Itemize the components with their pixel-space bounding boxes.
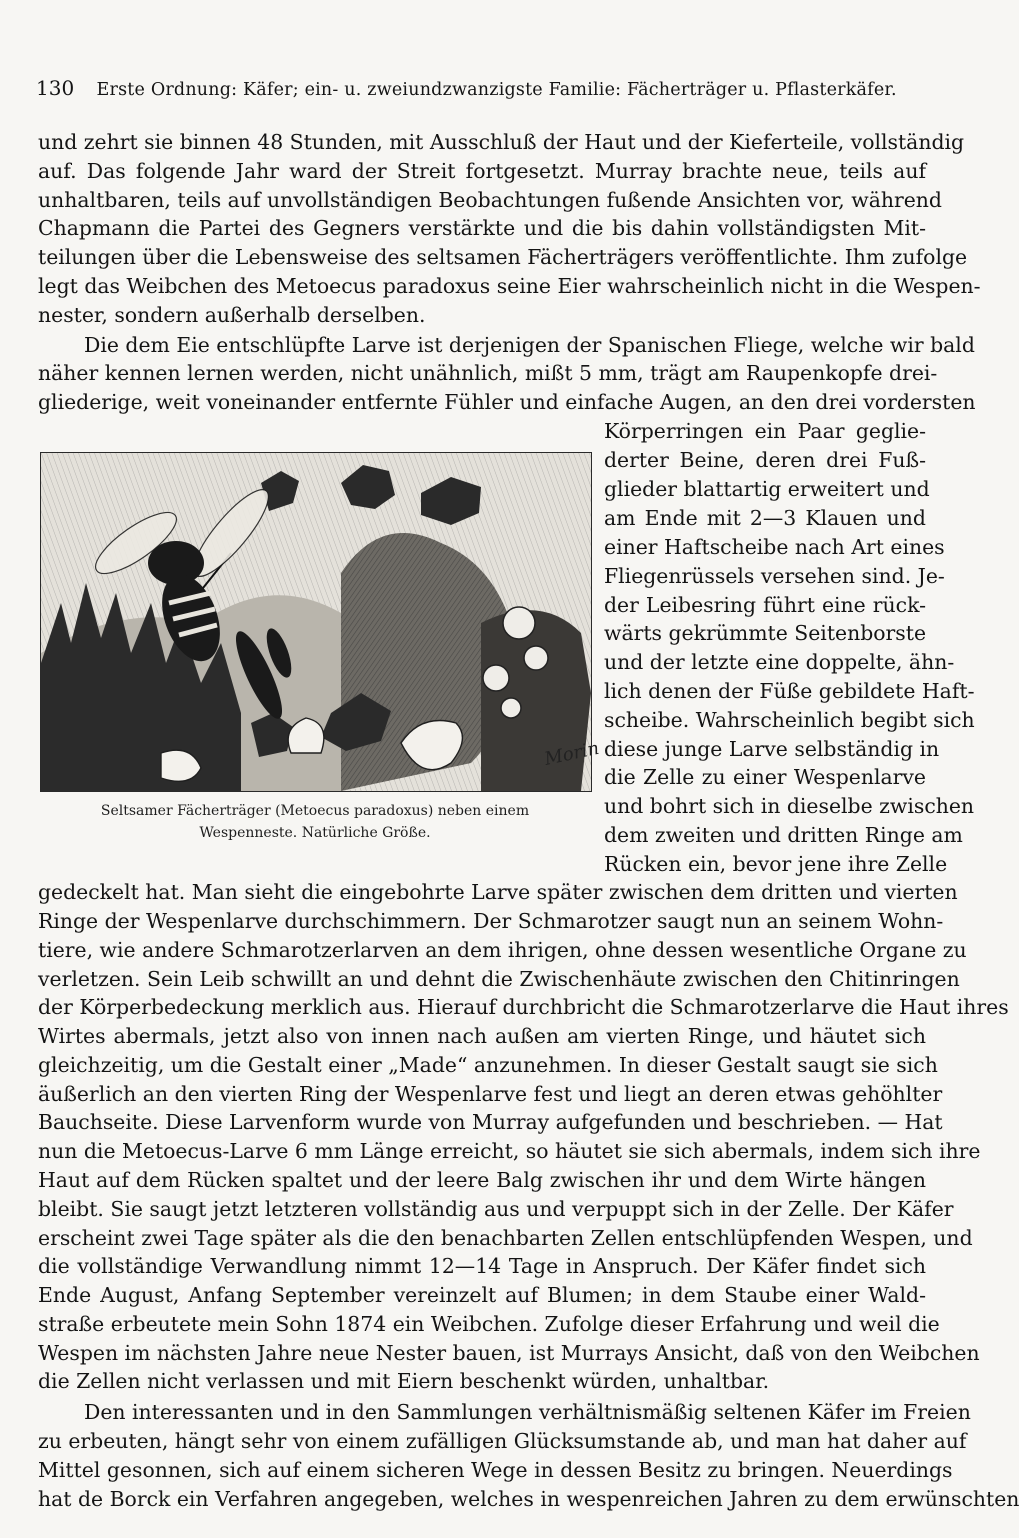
running-head [36,74,920,104]
engraver-signature: Morin [542,737,602,770]
text-line: tiere, wie andere Schmarotzerlarven an dem ihrigen, ohne dessen wesentliche Organe zu [38,938,967,962]
page-number: 130 [36,76,75,100]
text-line: nester, sondern außerhalb derselben. [38,303,426,327]
text-line: bleibt. Sie saugt jetzt letzteren vollständig aus und verpuppt sich in der Zelle. Der Käfer [38,1197,954,1221]
caption-line: Seltsamer Fächerträger (Metoecus paradoxus) neben einem [100,803,530,819]
wasp-nest-illustration [41,453,602,791]
text-line: Chapmann die Partei des Gegners verstärkte und die bis dahin vollständigsten Mit- [38,216,926,240]
text-line: hat de Borck ein Verfahren angegeben, welches in wespenreichen Jahren zu dem erwünschten [38,1487,1019,1511]
text-line: lich denen der Füße gebildete Haft- [604,679,975,703]
text-line: und bohrt sich in dieselbe zwischen [604,794,975,818]
text-line: Den interessanten und in den Sammlungen verhältnismäßig seltenen Käfer im Freien [84,1400,971,1424]
text-line: Bauchseite. Diese Larvenform wurde von Murray aufgefunden und beschrieben. — Hat [38,1110,943,1134]
text-line: verletzen. Sein Leib schwillt an und dehnt die Zwischenhäute zwischen den Chitinringen [38,967,960,991]
text-line: Wespen im nächsten Jahre neue Nester bauen, ist Murrays Ansicht, daß von den Weibchen [38,1341,980,1365]
text-line: straße erbeutete mein Sohn 1874 ein Weibchen. Zufolge dieser Erfahrung und weil die [38,1312,940,1336]
text-line: Ringe der Wespenlarve durchschimmern. Der Schmarotzer saugt nun an seinem Wohn- [38,909,944,933]
text-line: am Ende mit 2—3 Klauen und [604,506,926,530]
text-line: dem zweiten und dritten Ringe am [604,823,963,847]
text-line: Fliegenrüssels versehen sind. Je- [604,564,945,588]
running-title: Erste Ordnung: Käfer; ein- u. zweiundzwanzigste Familie: Fächerträger u. Pflasterkäfer. [96,80,897,100]
text-line: die vollständige Verwandlung nimmt 12—14 Tage in Anspruch. Der Käfer findet sich [38,1254,926,1278]
text-line: Ende August, Anfang September vereinzelt auf Blumen; in dem Staube einer Wald- [38,1283,926,1307]
text-line: Mittel gesonnen, sich auf einem sicheren Wege in dessen Besitz zu bringen. Neuerdings [38,1458,953,1482]
caption-line: Wespenneste. Natürliche Größe. [199,825,431,841]
text-line: die Zelle zu einer Wespenlarve [604,765,926,789]
text-line: und zehrt sie binnen 48 Stunden, mit Ausschluß der Haut und der Kieferteile, vollständig [38,130,965,154]
text-line: einer Haftscheibe nach Art eines [604,535,945,559]
text-line: Haut auf dem Rücken spaltet und der leere Balg zwischen ihr und dem Wirte hängen [38,1168,926,1192]
text-line: äußerlich an den vierten Ring der Wespenlarve fest und liegt an deren etwas gehöhlter [38,1082,943,1106]
text-line: Die dem Eie entschlüpfte Larve ist derjenigen der Spanischen Fliege, welche wir bald [84,333,975,357]
text-line: diese junge Larve selbständig in [604,737,940,761]
text-line: teilungen über die Lebensweise des seltsamen Fächerträgers veröffentlichte. Ihm zufolge [38,245,968,269]
text-line: gedeckelt hat. Man sieht die eingebohrte Larve später zwischen dem dritten und vierten [38,880,958,904]
text-line: Körperringen ein Paar geglie- [604,419,926,443]
text-line: glieder blattartig erweitert und [604,477,930,501]
text-line: der Leibesring führt eine rück- [604,593,926,617]
text-line: scheibe. Wahrscheinlich begibt sich [604,708,975,732]
text-line: der Körperbedeckung merklich aus. Hierauf durchbricht die Schmarotzerlarve die Haut ihres [38,995,1009,1019]
text-line: auf. Das folgende Jahr ward der Streit fortgesetzt. Murray brachte neue, teils auf [38,159,926,183]
text-line: derter Beine, deren drei Fuß- [604,448,926,472]
text-line: gleichzeitig, um die Gestalt einer „Made“ anzunehmen. In dieser Gestalt saugt sie sich [38,1053,938,1077]
text-line: legt das Weibchen des Metoecus paradoxus seine Eier wahrscheinlich nicht in die Wespen- [38,274,981,298]
text-line: und der letzte eine doppelte, ähn- [604,650,955,674]
text-line: Wirtes abermals, jetzt also von innen nach außen am vierten Ringe, und häutet sich [38,1024,926,1048]
engraving-figure [40,452,602,792]
text-line: Rücken ein, bevor jene ihre Zelle [604,852,948,876]
text-line: wärts gekrümmte Seitenborste [604,621,927,645]
text-line: näher kennen lernen werden, nicht unähnlich, mißt 5 mm, trägt am Raupenkopfe drei- [38,361,938,385]
text-line: zu erbeuten, hängt sehr von einem zufälligen Glücksumstande ab, und man hat daher auf [38,1429,967,1453]
text-line: erscheint zwei Tage später als die den benachbarten Zellen entschlüpfenden Wespen, und [38,1226,973,1250]
text-line: gliederige, weit voneinander entfernte Fühler und einfache Augen, an den drei vordersten [38,390,976,414]
text-line: nun die Metoecus-Larve 6 mm Länge erreicht, so häutet sie sich abermals, indem sich ihre [38,1139,981,1163]
text-line: unhaltbaren, teils auf unvollständigen Beobachtungen fußende Ansichten vor, während [38,188,942,212]
figure-caption [40,800,590,844]
text-line: die Zellen nicht verlassen und mit Eiern beschenkt würden, unhaltbar. [38,1369,770,1393]
